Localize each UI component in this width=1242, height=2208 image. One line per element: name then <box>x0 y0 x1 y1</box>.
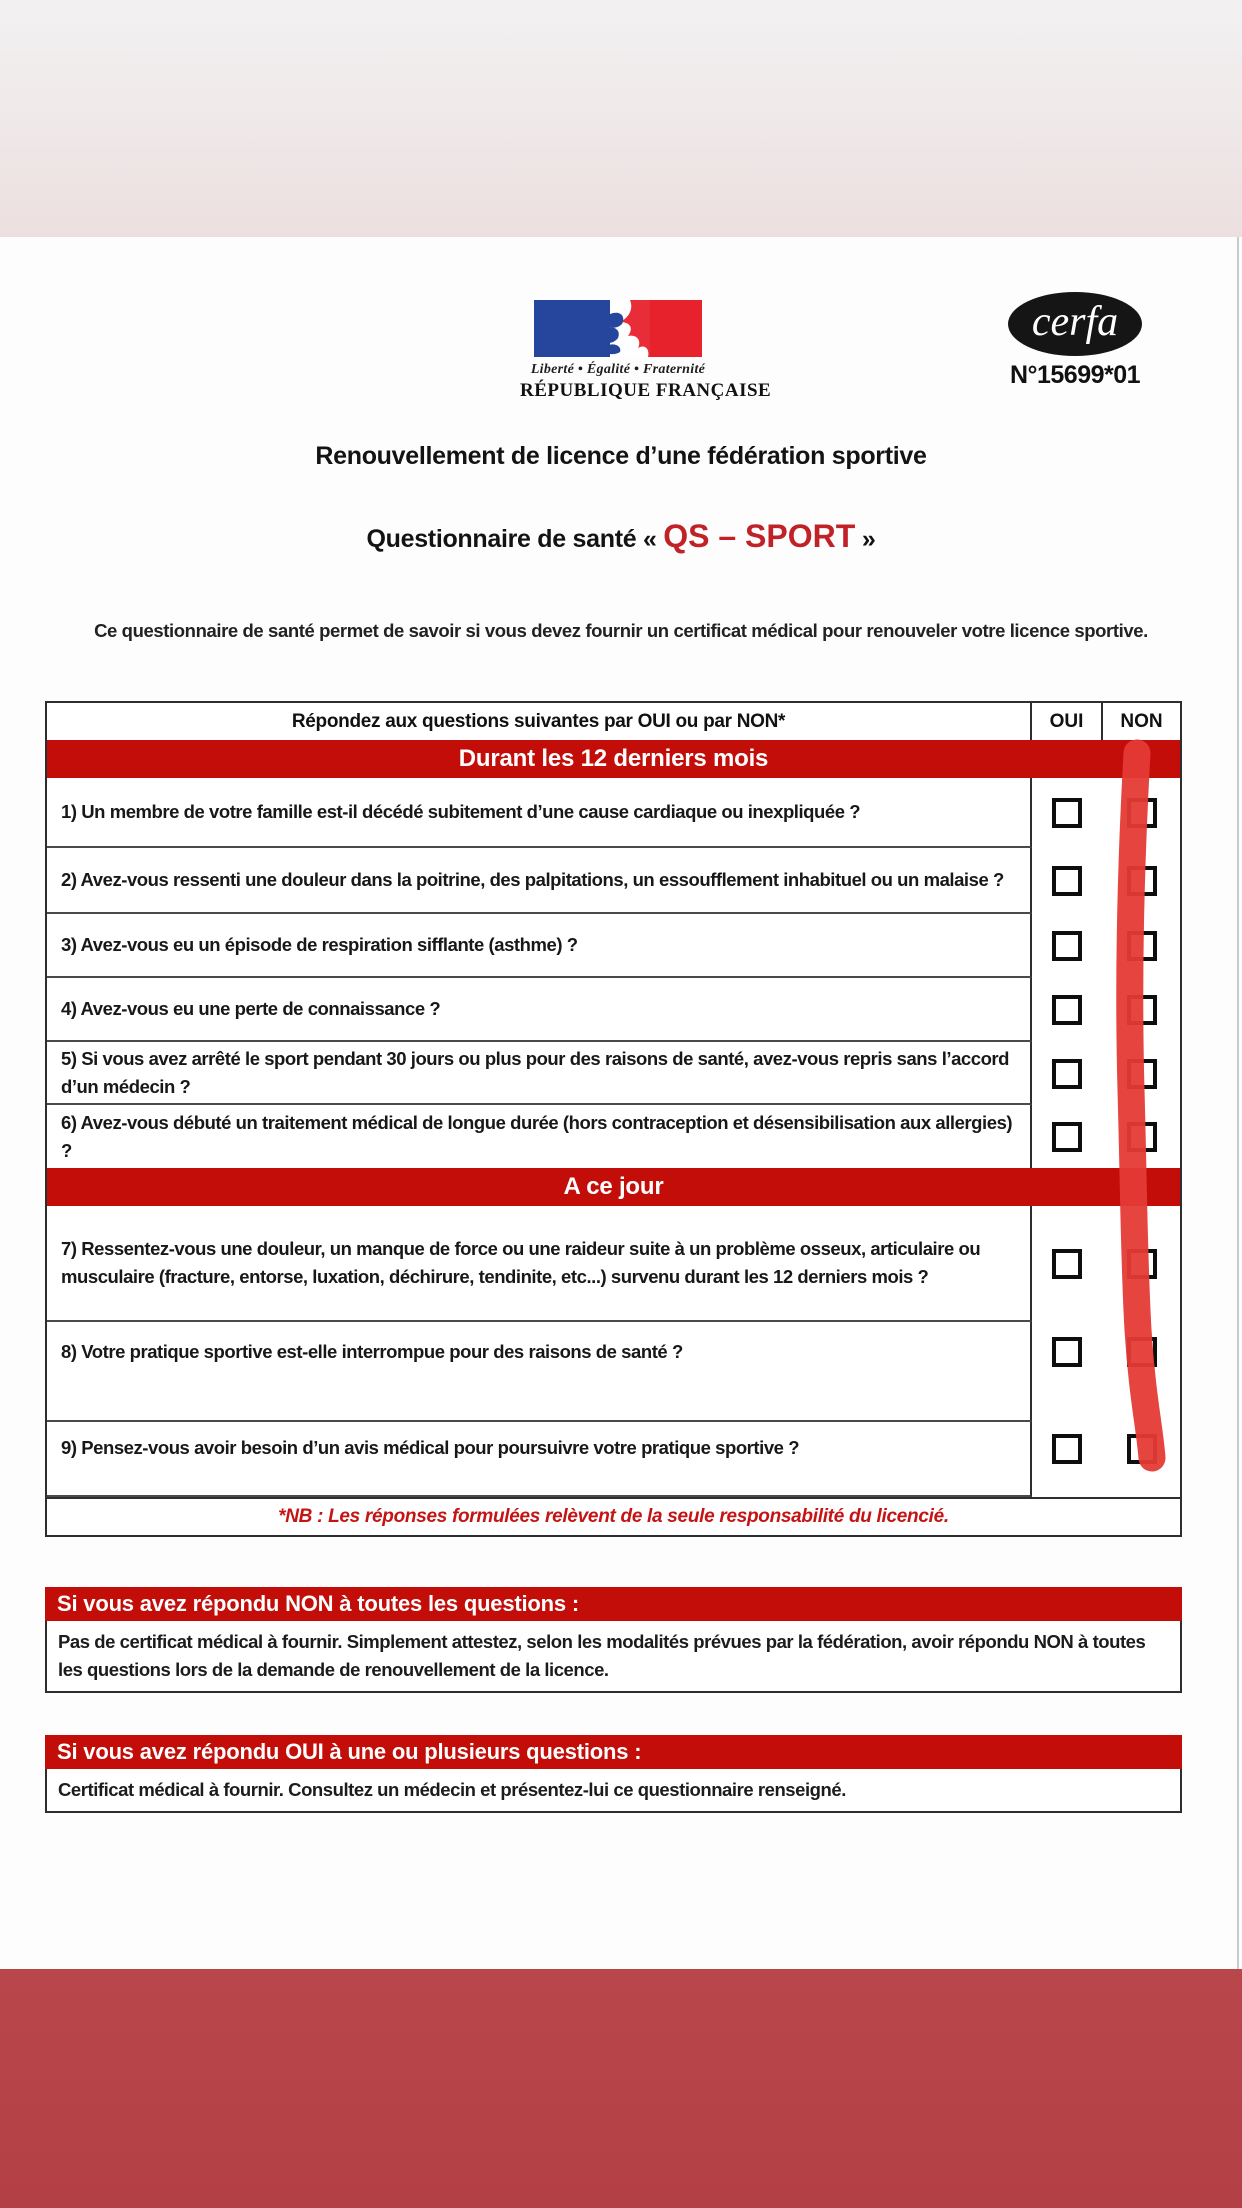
answer-cell <box>1032 1206 1180 1322</box>
table-row <box>47 978 1180 1042</box>
answer-cell <box>1032 1042 1180 1105</box>
oui-checkbox[interactable] <box>1052 1059 1082 1089</box>
non-checkbox[interactable] <box>1127 798 1157 828</box>
outcome-non-section <box>45 1587 1182 1693</box>
non-checkbox[interactable] <box>1127 866 1157 896</box>
rf-motto: Liberté • Égalité • Fraternité <box>530 362 706 377</box>
oui-checkbox[interactable] <box>1052 931 1082 961</box>
page-right-edge <box>1237 237 1239 1969</box>
answer-cell <box>1032 1322 1180 1422</box>
cerfa-number: N°15699*01 <box>1009 361 1141 389</box>
header-oui-col: OUI <box>1032 703 1103 740</box>
document-subtitle <box>0 518 1242 555</box>
header-non-col: NON <box>1120 710 1163 732</box>
table-row <box>47 1105 1180 1168</box>
answer-cell <box>1032 914 1180 978</box>
question-text: 4) Avez-vous eu une perte de connaissance ? <box>47 978 1032 1042</box>
table-footnote: *NB : Les réponses formulées relèvent de la seule responsabilité du licencié. <box>47 1497 1180 1535</box>
non-checkbox[interactable] <box>1127 931 1157 961</box>
non-checkbox[interactable] <box>1127 1059 1157 1089</box>
oui-checkbox[interactable] <box>1052 798 1082 828</box>
table-row <box>47 1042 1180 1105</box>
oui-checkbox[interactable] <box>1052 1434 1082 1464</box>
non-checkbox[interactable] <box>1127 995 1157 1025</box>
non-checkbox[interactable] <box>1127 1249 1157 1279</box>
top-gradient-band <box>0 0 1242 237</box>
subtitle-suffix: » <box>855 525 876 553</box>
oui-checkbox[interactable] <box>1052 1337 1082 1367</box>
cerfa-logo-block <box>1000 292 1150 390</box>
subtitle-prefix: Questionnaire de santé « <box>366 525 664 553</box>
question-text: 1) Un membre de votre famille est-il décédé subitement d’une cause cardiaque ou inexpliquée ? <box>47 778 1032 848</box>
question-text: 5) Si vous avez arrêté le sport pendant 30 jours ou plus pour des raisons de santé, avez-vous repris sans l’accord d’un médecin ? <box>47 1042 1032 1105</box>
table-row <box>47 778 1180 848</box>
section-bar-12-months: Durant les 12 derniers mois <box>47 740 1180 778</box>
non-checkbox[interactable] <box>1127 1122 1157 1152</box>
table-header-row <box>47 703 1180 740</box>
outcome-oui-body: Certificat médical à fournir. Consultez un médecin et présentez-lui ce questionnaire renseigné. <box>45 1769 1182 1813</box>
intro-paragraph: Ce questionnaire de santé permet de savoir si vous devez fournir un certificat médical pour renouveler votre licence sportive. <box>94 620 1148 641</box>
cerfa-logo-text: cerfa <box>1031 299 1119 345</box>
oui-checkbox[interactable] <box>1052 1122 1082 1152</box>
answer-cell <box>1032 778 1180 848</box>
subtitle-highlight: QS – SPORT <box>663 518 856 554</box>
oui-checkbox[interactable] <box>1052 1249 1082 1279</box>
question-text: 8) Votre pratique sportive est-elle interrompue pour des raisons de santé ? <box>47 1322 1032 1422</box>
header-question-col: Répondez aux questions suivantes par OUI ou par NON* <box>47 703 1032 740</box>
outcome-oui-section <box>45 1735 1182 1813</box>
questionnaire-table <box>45 701 1182 1537</box>
answer-cell <box>1032 848 1180 914</box>
non-checkbox[interactable] <box>1127 1434 1157 1464</box>
non-checkbox[interactable] <box>1127 1337 1157 1367</box>
question-text: 2) Avez-vous ressenti une douleur dans la poitrine, des palpitations, un essoufflement inhabituel ou un malaise ? <box>47 848 1032 914</box>
table-row <box>47 914 1180 978</box>
oui-checkbox[interactable] <box>1052 995 1082 1025</box>
rf-republic-label: RÉPUBLIQUE FRANÇAISE <box>520 380 772 401</box>
document-title: Renouvellement de licence d’une fédération sportive <box>315 442 927 470</box>
table-row <box>47 1322 1180 1422</box>
bottom-red-band <box>0 1969 1242 2208</box>
republique-francaise-logo <box>520 300 772 402</box>
question-text: 7) Ressentez-vous une douleur, un manque de force ou une raideur suite à un problème osseux, articulaire ou musculaire (fracture, entorse, luxation, déchirure, tendinite, etc...) survenu durant les 12 derniers mois ? <box>47 1206 1032 1322</box>
cerfa-logo <box>1008 292 1142 356</box>
outcome-non-title: Si vous avez répondu NON à toutes les questions : <box>45 1587 1182 1621</box>
table-row <box>47 848 1180 914</box>
question-text: 9) Pensez-vous avoir besoin d’un avis médical pour poursuivre votre pratique sportive ? <box>47 1422 1032 1497</box>
section-bar-today: A ce jour <box>47 1168 1180 1206</box>
answer-cell <box>1032 978 1180 1042</box>
outcome-non-body: Pas de certificat médical à fournir. Simplement attestez, selon les modalités prévues par la fédération, avoir répondu NON à toutes les questions lors de la demande de renouvellement de la licence. <box>45 1621 1182 1693</box>
answer-cell <box>1032 1422 1180 1497</box>
oui-checkbox[interactable] <box>1052 866 1082 896</box>
table-row <box>47 1206 1180 1322</box>
table-row <box>47 1422 1180 1497</box>
outcome-oui-title: Si vous avez répondu OUI à une ou plusieurs questions : <box>45 1735 1182 1769</box>
answer-cell <box>1032 1105 1180 1168</box>
french-flag-marianne-icon <box>534 300 702 357</box>
question-text: 6) Avez-vous débuté un traitement médical de longue durée (hors contraception et désensibilisation aux allergies) ? <box>47 1105 1032 1168</box>
question-text: 3) Avez-vous eu un épisode de respiration sifflante (asthme) ? <box>47 914 1032 978</box>
